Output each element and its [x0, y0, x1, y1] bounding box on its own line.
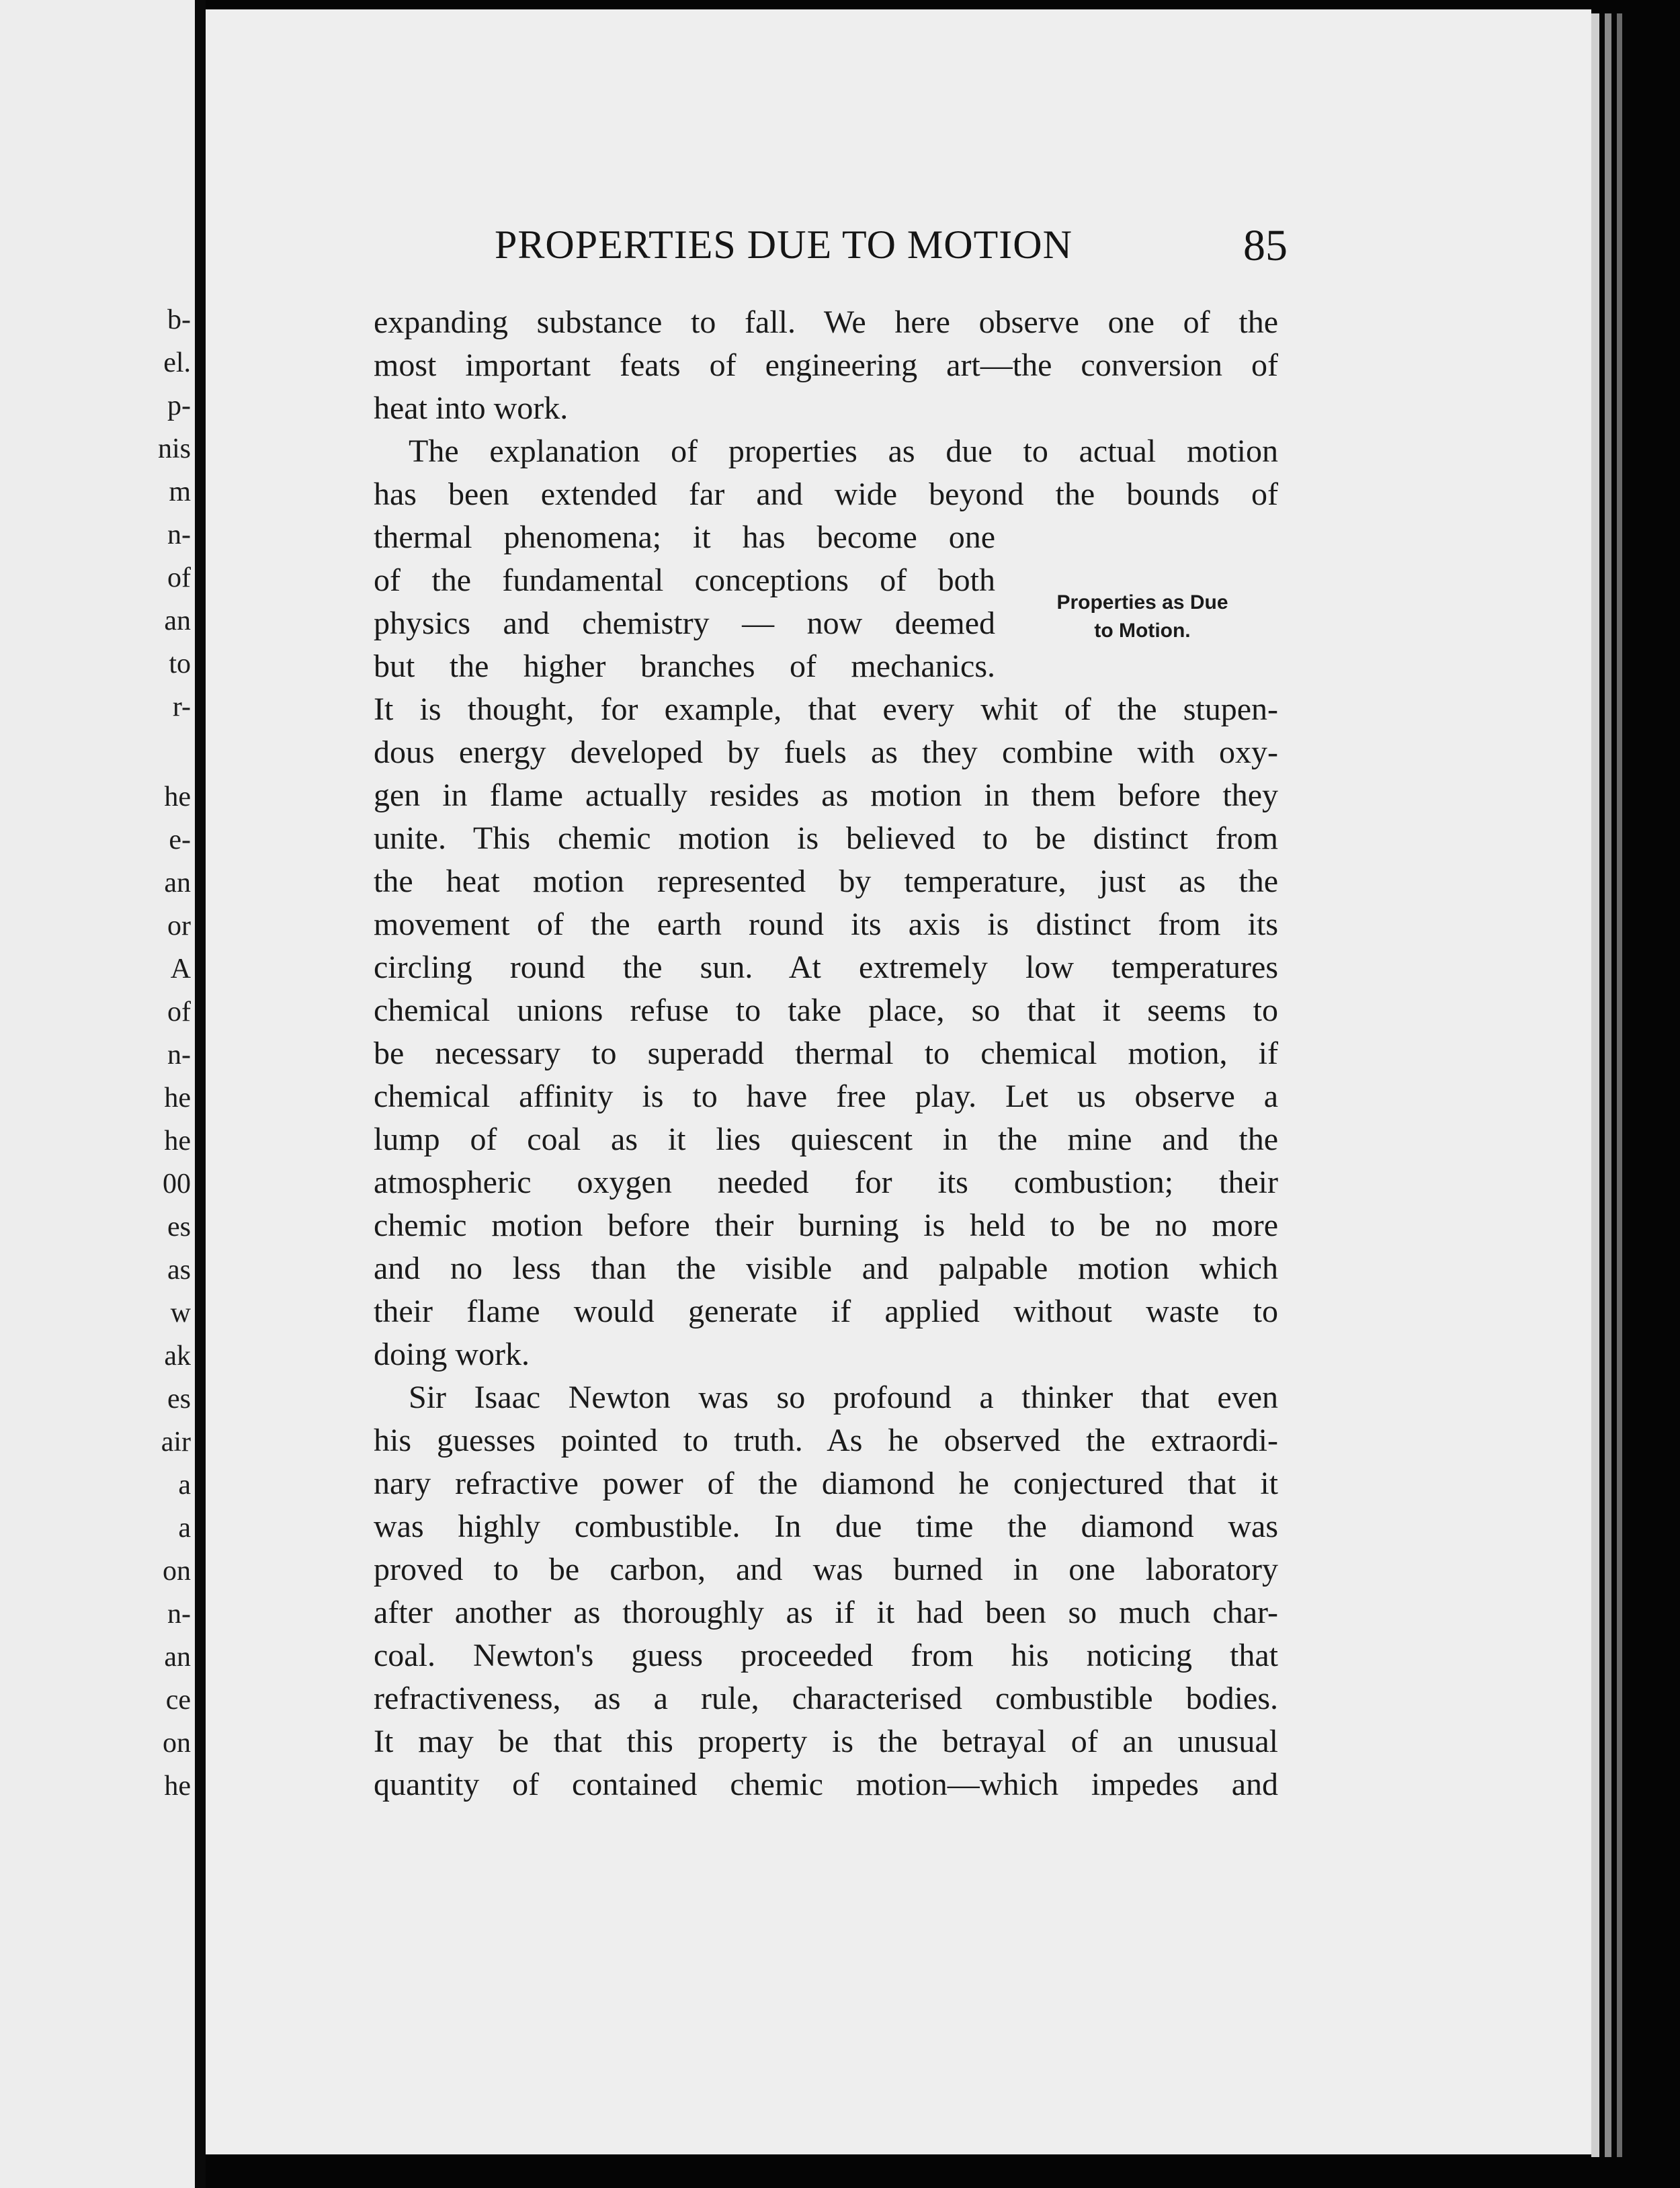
- text-line: gen in flame actually resides as motion in them before they: [374, 777, 1278, 813]
- text-line: The explanation of properties as due to actual motion: [409, 433, 1278, 469]
- text-line: but the higher branches of mechanics.: [374, 648, 995, 684]
- text-line: It is thought, for example, that every whit of the stupen-: [374, 691, 1278, 727]
- left-page-fragment: as: [167, 1255, 191, 1286]
- left-page-fragment: p-: [167, 390, 191, 421]
- margin-note-line: to Motion.: [1094, 620, 1191, 642]
- left-page-fragment: n-: [167, 519, 191, 550]
- text-line: lump of coal as it lies quiescent in the mine and the: [374, 1122, 1278, 1157]
- text-line: coal. Newton's guess proceeded from his noticing that: [374, 1638, 1278, 1673]
- left-page-fragment: on: [163, 1556, 191, 1587]
- text-line: after another as thoroughly as if it had been so much char-: [374, 1595, 1278, 1630]
- left-page-fragment: nis: [157, 433, 191, 464]
- left-page-fragment: ce: [165, 1685, 191, 1716]
- text-line: movement of the earth round its axis is distinct from its: [374, 907, 1278, 942]
- left-page-fragment: an: [164, 868, 191, 898]
- left-page-fragment: A: [170, 954, 191, 984]
- text-line: circling round the sun. At extremely low temperatures: [374, 950, 1278, 985]
- text-line: Sir Isaac Newton was so profound a thinker that even: [409, 1380, 1278, 1415]
- page-header: [286, 215, 1288, 276]
- left-page-fragment: to: [169, 648, 191, 679]
- page-edge-stack: [1605, 13, 1611, 2157]
- left-page-fragment: an: [164, 605, 191, 636]
- left-page-fragment: el.: [163, 347, 191, 378]
- left-page-fragment: of: [167, 562, 191, 593]
- left-page-fragment: ak: [164, 1341, 191, 1372]
- text-line: quantity of contained chemic motion—which impedes and: [374, 1767, 1278, 1802]
- text-line: chemical affinity is to have free play. Let us observe a: [374, 1079, 1278, 1114]
- text-line: most important feats of engineering art—the conversion of: [374, 347, 1278, 383]
- text-line: unite. This chemic motion is believed to be distinct from: [374, 820, 1278, 856]
- page-edge-stack: [1617, 13, 1622, 2157]
- text-line: doing work.: [374, 1337, 530, 1372]
- text-line: be necessary to superadd thermal to chemical motion, if: [374, 1036, 1278, 1071]
- text-line: physics and chemistry — now deemed: [374, 605, 995, 641]
- left-page-fragment: on: [163, 1728, 191, 1759]
- left-page-fragment: n-: [167, 1599, 191, 1630]
- text-line: has been extended far and wide beyond the bounds of: [374, 476, 1278, 512]
- text-line: chemical unions refuse to take place, so that it seems to: [374, 993, 1278, 1028]
- left-page-fragment: a: [178, 1513, 191, 1544]
- text-line: expanding substance to fall. We here observe one of the: [374, 304, 1278, 340]
- text-line: refractiveness, as a rule, characterised combustible bodies.: [374, 1681, 1278, 1716]
- text-line: dous energy developed by fuels as they combine with oxy-: [374, 734, 1278, 770]
- left-page-fragment: m: [169, 476, 191, 507]
- margin-note-line: Properties as Due: [1056, 591, 1228, 614]
- text-line: their flame would generate if applied without waste to: [374, 1294, 1278, 1329]
- left-page-fragment: of: [167, 997, 191, 1027]
- text-line: atmospheric oxygen needed for its combustion; their: [374, 1165, 1278, 1200]
- left-page-fragment: es: [167, 1212, 191, 1243]
- text-line: of the fundamental conceptions of both: [374, 562, 995, 598]
- left-page-fragment: 00: [163, 1169, 191, 1200]
- text-line: heat into work.: [374, 390, 569, 426]
- text-line: chemic motion before their burning is held to be no more: [374, 1208, 1278, 1243]
- text-line: thermal phenomena; it has become one: [374, 519, 995, 555]
- text-line: was highly combustible. In due time the diamond was: [374, 1509, 1278, 1544]
- running-head: PROPERTIES DUE TO MOTION: [495, 222, 1073, 267]
- left-page-fragment: he: [164, 782, 191, 812]
- left-page-fragment: an: [164, 1642, 191, 1673]
- text-line: It may be that this property is the betrayal of an unusual: [374, 1724, 1278, 1759]
- left-page-fragment: or: [167, 911, 191, 941]
- left-page-fragment: r-: [172, 691, 191, 722]
- text-line: nary refractive power of the diamond he conjectured that it: [374, 1466, 1278, 1501]
- left-page-fragment: n-: [167, 1040, 191, 1070]
- left-page-fragment: he: [164, 1083, 191, 1113]
- page-number: 85: [1243, 221, 1288, 270]
- body-text: [374, 301, 1278, 1806]
- left-page-fragment: a: [178, 1470, 191, 1501]
- text-line: his guesses pointed to truth. As he observed the extraordi-: [374, 1423, 1278, 1458]
- left-page-fragment: e-: [169, 825, 191, 855]
- text-line: and no less than the visible and palpable motion which: [374, 1251, 1278, 1286]
- left-page-edge: [0, 0, 195, 2188]
- left-page-fragment: w: [170, 1298, 191, 1329]
- left-page-fragment: air: [161, 1427, 191, 1458]
- text-line: proved to be carbon, and was burned in one laboratory: [374, 1552, 1278, 1587]
- page-edge-stack: [1591, 13, 1599, 2157]
- left-page-fragment: he: [164, 1771, 191, 1802]
- text-line: the heat motion represented by temperature, just as the: [374, 864, 1278, 899]
- book-gutter: [195, 0, 206, 2188]
- left-page-fragment: es: [167, 1384, 191, 1415]
- left-page-fragment: b-: [167, 304, 191, 335]
- left-page-fragment: he: [164, 1126, 191, 1156]
